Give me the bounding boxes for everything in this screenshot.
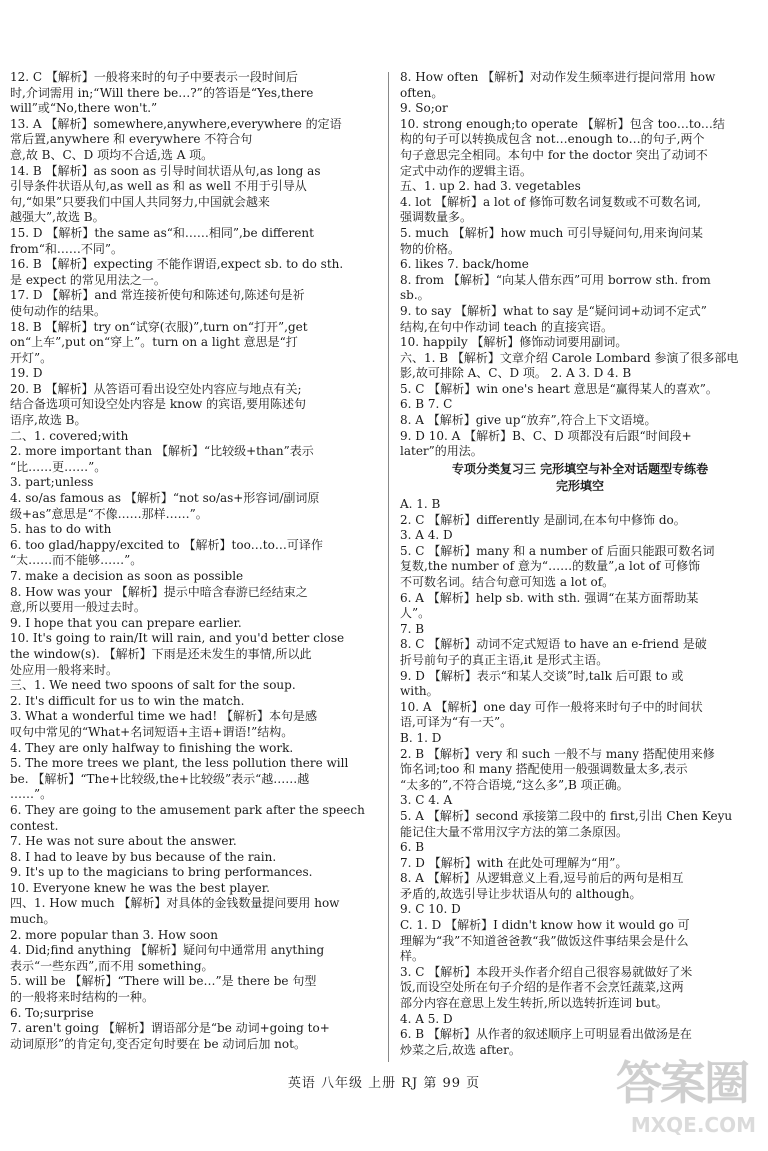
answer-line: 3. C 【解析】本段开头作者介绍自己很容易就做好了米 — [400, 964, 693, 979]
answer-line: 10. A 【解析】one day 可作一般将来时句子中的时间状 — [400, 699, 703, 714]
answer-line: be. 【解析】“The+比较级,the+比较级”表示“越……越 — [10, 771, 310, 786]
answer-line: 结构,在句中作动词 teach 的直接宾语。 — [400, 319, 613, 334]
answer-line: often。 — [400, 85, 444, 100]
answer-line: 样。 — [400, 949, 425, 964]
answer-line: 意,所以要用一般过去时。 — [10, 600, 146, 615]
answer-line: 9. It's up to the magicians to bring performances. — [10, 865, 313, 880]
answer-line: 五、1. up 2. had 3. vegetables — [400, 179, 581, 194]
answer-line: 构的句子可以转换成包含 not…enough to…的句子,两个 — [400, 132, 705, 147]
answer-line: 16. B 【解析】expecting 不能作谓语,expect sb. to do sth. — [10, 257, 344, 272]
answer-line: 强调数量多。 — [400, 210, 473, 225]
answer-line: 8. How was your 【解析】提示中暗含春游已经结束之 — [10, 584, 308, 599]
answer-line: 6. B — [400, 840, 425, 855]
answer-line: sb.。 — [400, 288, 430, 303]
answer-line: contest. — [10, 818, 59, 833]
answer-line: 使句动作的结果。 — [10, 303, 107, 318]
left-column — [10, 70, 378, 1052]
answer-line: 19. D — [10, 366, 43, 381]
answer-line: 15. D 【解析】the same as“和……相同”,be different — [10, 225, 314, 240]
watermark-logo: 答案圈 — [616, 1056, 748, 1110]
answer-line: 人”。 — [400, 606, 431, 621]
answer-line: 意,故 B、C、D 项均不合适,选 A 项。 — [10, 147, 214, 162]
page-footer: 英语 八年级 上册 RJ 第 99 页 — [287, 1076, 481, 1091]
answer-line: 9. So;or — [400, 101, 448, 116]
answer-line: 8. from 【解析】“向某人借东西”可用 borrow sth. from — [400, 272, 711, 287]
answer-line: 2. more popular than 3. How soon — [10, 927, 219, 942]
answer-line: 6. They are going to the amusement park after the speech — [10, 802, 365, 817]
answer-line: 语,可译为“有一天”。 — [400, 715, 513, 730]
answer-line: 8. A 【解析】give up“放弃”,符合上下文语境。 — [400, 413, 657, 428]
answer-line: 能记住大量不常用汉字方法的第二条原因。 — [400, 824, 629, 839]
answer-line: 5. much 【解析】how much 可引导疑问句,用来询问某 — [400, 225, 703, 240]
answer-line: will”或“No,there won't.” — [10, 101, 158, 116]
answer-line: 叹句中常见的“What+名词短语+主语+谓语!”结构。 — [10, 724, 294, 739]
answer-line: 2. more important than 【解析】“比较级+than”表示 — [10, 444, 314, 459]
answer-line: from“和……不同”。 — [10, 241, 124, 256]
answer-line: 6. likes 7. back/home — [400, 257, 529, 272]
answer-line: 5. The more trees we plant, the less pollution there will — [10, 756, 349, 771]
answer-line: 四、1. How much 【解析】对具体的金钱数量提问要用 how — [10, 896, 340, 911]
answer-line: 部分内容在意思上发生转折,所以选转折连词 but。 — [400, 996, 668, 1011]
answer-line: C. 1. D 【解析】I didn't know how it would go 可 — [400, 918, 690, 933]
answer-line: 处应用一般将来时。 — [10, 662, 119, 677]
answer-line: 9. D 10. A 【解析】B、C、D 项都没有后跟“时间段+ — [400, 428, 692, 443]
answer-line: 动词原形”的肯定句,变否定句时要在 be 动词后加 not。 — [10, 1036, 306, 1051]
answer-line: 句,“如果”只要我们中国人共同努力,中国就会越来 — [10, 194, 270, 209]
answer-line: 饰名词;too 和 many 搭配使用一般强调数量太多,表示 — [400, 762, 688, 777]
answer-line: 3. C 4. A — [400, 793, 453, 808]
answer-line: 越强大”,故选 B。 — [10, 210, 105, 225]
answer-line: 5. A 【解析】second 承接第二段中的 first,引出 Chen Keyu — [400, 808, 733, 823]
answer-line: 定式中动作的逻辑主语。 — [400, 163, 533, 178]
answer-line: 10. Everyone knew he was the best player. — [10, 880, 270, 895]
answer-line: 矛盾的,故选引导让步状语从句的 although。 — [400, 886, 642, 901]
answer-line: 常后置,anywhere 和 everywhere 不符合句 — [10, 132, 253, 147]
answer-line: 9. to say 【解析】what to say 是“疑问词+动词不定式” — [400, 303, 707, 318]
answer-line: 6. B 【解析】从作者的叙述顺序上可明显看出做汤是在 — [400, 1027, 692, 1042]
answer-line: 5. will be 【解析】“There will be…”是 there be 句型 — [10, 974, 317, 989]
answer-line: 4. lot 【解析】a lot of 修饰可数名词复数或不可数名词, — [400, 194, 701, 209]
answer-line: 复数,the number of 意为“……的数量”,a lot of 可修饰 — [400, 559, 701, 574]
answer-line: 结合备选项可知设空处内容是 know 的宾语,要用陈述句 — [10, 397, 306, 412]
answer-line: 7. He was not sure about the answer. — [10, 834, 237, 849]
answer-line: 时,介词需用 in;“Will there be…?”的答语是“Yes,there — [10, 85, 314, 100]
answer-line: 4. A 5. D — [400, 1011, 453, 1026]
answer-line: 5. C 【解析】win one's heart 意思是“赢得某人的喜欢”。 — [400, 381, 718, 396]
answer-line: 6. To;surprise — [10, 1005, 94, 1020]
answer-line: 10. It's going to rain/It will rain, and you'd better close — [10, 631, 345, 646]
answer-line: 7. make a decision as soon as possible — [10, 569, 244, 583]
answer-line: 7. B — [400, 621, 425, 636]
answer-line: 六、1. B 【解析】文章介绍 Carole Lombard 参演了很多部电 — [400, 350, 739, 365]
answer-line: 14. B 【解析】as soon as 引导时间状语从句,as long as — [10, 163, 321, 178]
answer-line: 4. so/as famous as 【解析】“not so/as+形容词/副词原 — [10, 491, 320, 506]
answer-line: 8. A 【解析】从逻辑意义上看,逗号前后的两句是相互 — [400, 871, 684, 886]
answer-line: 10. strong enough;to operate 【解析】包含 too…to…结 — [400, 116, 725, 131]
answer-line: 6. B 7. C — [400, 397, 453, 412]
answer-line: 级+as”意思是“不像……那样……”。 — [10, 506, 208, 521]
answer-line: 二、1. covered;with — [10, 428, 129, 443]
answer-line: 2. C 【解析】differently 是副词,在本句中修饰 do。 — [400, 512, 686, 527]
answer-line: 8. C 【解析】动词不定式短语 to have an e-friend 是破 — [400, 637, 707, 652]
answer-line: 4. Did;find anything 【解析】疑问句中通常用 anything — [10, 943, 325, 958]
answer-line: “太多的”,不符合语境,“这么多”,B 项正确。 — [400, 777, 629, 792]
answer-line: 物的价格。 — [400, 241, 461, 256]
answer-line: “太……而不能够……”。 — [10, 553, 143, 568]
answer-line: 5. has to do with — [10, 522, 112, 537]
answer-line: ……”。 — [10, 787, 53, 802]
answer-line: 3. A 4. D — [400, 528, 453, 543]
answer-line: 17. D 【解析】and 常连接祈使句和陈述句,陈述句是祈 — [10, 288, 305, 303]
section-heading: 专项分类复习三 完形填空与补全对话题型专练卷 — [451, 461, 709, 476]
answer-line: 4. They are only halfway to finishing the work. — [10, 740, 294, 755]
answer-line: 表示“一些东西”,而不用 something。 — [10, 958, 214, 973]
answer-line: 不可数名词。结合句意可知选 a lot of。 — [400, 575, 615, 589]
answer-line: 引导条件状语从句,as well as 和 as well 不用于引导从 — [10, 179, 307, 194]
answer-line: 7. D 【解析】with 在此处可理解为“用”。 — [400, 855, 628, 870]
answer-line: 折号前句子的真正主语,it 是形式主语。 — [400, 652, 609, 667]
answer-line: 3. What a wonderful time we had! 【解析】本句是感 — [10, 709, 317, 724]
answer-line: 6. too glad/happy/excited to 【解析】too…to…可译作 — [10, 537, 323, 552]
answer-line: “比……更……”。 — [10, 459, 107, 474]
answer-line: later”的用法。 — [400, 444, 483, 459]
answer-line: 10. happily 【解析】修饰动词要用副词。 — [400, 335, 628, 350]
answer-line: 6. A 【解析】help sb. with sth. 强调“在某方面帮助某 — [400, 590, 699, 605]
answer-line: 8. How often 【解析】对动作发生频率进行提问常用 how — [400, 70, 716, 84]
answer-line: on“上车”,put on“穿上”。turn on a light 意思是“打 — [10, 335, 298, 350]
watermark — [610, 1043, 760, 1143]
answer-line: 9. I hope that you can prepare earlier. — [10, 615, 242, 630]
answer-line: 开灯”。 — [10, 350, 53, 365]
answer-line: 9. D 【解析】表示“和某人交谈”时,talk 后可跟 to 或 — [400, 668, 684, 683]
column-divider — [388, 72, 389, 1062]
answer-line: 影,故可排除 A、C、D 项。 2. A 3. D 4. B — [400, 366, 632, 381]
answer-line: A. 1. B — [400, 497, 441, 512]
answer-line: 饭,而设空处所在句子介绍的是作者不会烹饪蔬菜,这两 — [400, 980, 684, 995]
answer-line: 语序,故选 B。 — [10, 413, 87, 428]
answer-line: 炒菜之后,故选 after。 — [400, 1042, 521, 1057]
answer-line: 7. aren't going 【解析】谓语部分是“be 动词+going to+ — [10, 1021, 330, 1036]
answer-line: 三、1. We need two spoons of salt for the soup. — [10, 678, 296, 693]
watermark-url: MXQE.COM — [630, 1113, 756, 1137]
answer-line: much。 — [10, 912, 56, 927]
answer-line: 是 expect 的常见用法之一。 — [10, 272, 166, 287]
answer-line: 9. C 10. D — [400, 902, 461, 917]
answer-line: 的一般将来时结构的一种。 — [10, 990, 155, 1005]
answer-line: 理解为“我”不知道爸爸教“我”做饭这件事结果会是什么 — [400, 933, 689, 948]
answer-line: 2. It's difficult for us to win the match. — [10, 693, 245, 708]
answer-line: the window(s). 【解析】下雨是还未发生的事情,所以此 — [10, 646, 312, 661]
answer-line: 12. C 【解析】一般将来时的句子中要表示一段时间后 — [10, 70, 298, 84]
answer-line: 5. C 【解析】many 和 a number of 后面只能跟可数名词 — [400, 543, 715, 558]
answer-line: 18. B 【解析】try on“试穿(衣服)”,turn on“打开”,get — [10, 319, 308, 334]
answer-line: 8. I had to leave by bus because of the rain. — [10, 849, 277, 864]
answer-line: 3. part;unless — [10, 475, 94, 490]
answer-line: B. 1. D — [400, 730, 442, 745]
answer-line: with。 — [400, 684, 439, 699]
answer-line: 20. B 【解析】从答语可看出设空处内容应与地点有关; — [10, 381, 302, 396]
section-heading: 完形填空 — [555, 479, 604, 494]
answer-line: 2. B 【解析】very 和 such 一般不与 many 搭配使用来修 — [400, 746, 715, 761]
right-column — [400, 70, 760, 1058]
answer-line: 句子意思完全相同。本句中 for the doctor 突出了动词不 — [400, 147, 708, 162]
answer-line: 13. A 【解析】somewhere,anywhere,everywhere 的定语 — [10, 116, 342, 131]
